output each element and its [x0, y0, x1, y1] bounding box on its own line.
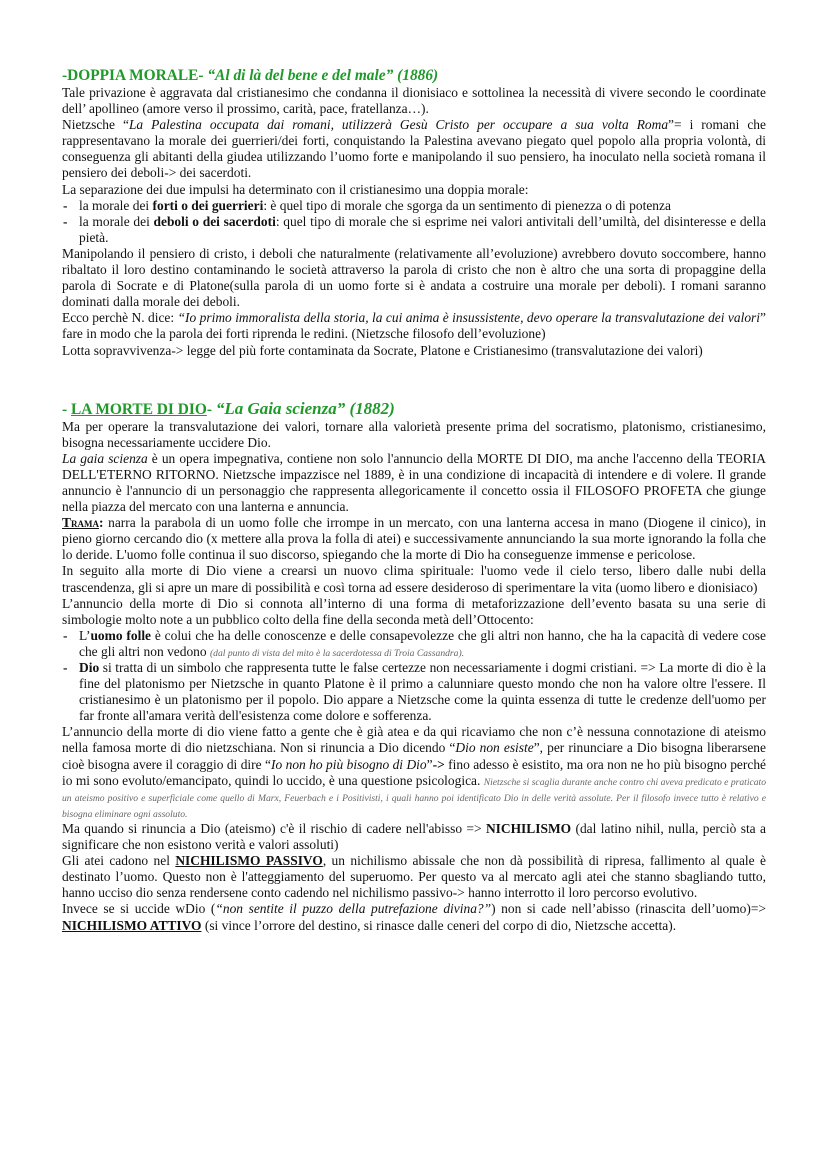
note: (dal punto di vista del mito è la sacerdotessa di Troia Cassandra).: [209, 647, 465, 659]
text: ” fare in modo che la parola dei forti riprenda le redini. (Nietzsche filosofo dell’evoluzione): [62, 310, 766, 342]
document-page: [62, 66, 766, 934]
paragraph: Ma per operare la transvalutazione dei valori, tornare alla valorietà presente prima del socratismo, platonismo, cristianesimo, bisogna necessariamente uccidere Dio.: [62, 418, 766, 450]
bold-text: NICHILISMO: [485, 820, 572, 836]
text: : quel tipo di morale che si esprime nei valori antivitali dell’umiltà, del disinteresse e della pietà.: [79, 213, 767, 245]
list: [62, 198, 766, 246]
title-dash: -: [62, 400, 71, 418]
title-label: LA MORTE DI DIO: [70, 400, 207, 418]
title-label: -DOPPIA MORALE-: [62, 67, 208, 84]
quote: La Palestina occupata dai romani, utilizzerà Gesù Cristo per occupare a sua volta Roma: [128, 117, 669, 133]
text: la morale dei: [79, 213, 154, 229]
list-item: - L’uomo folle è colui che ha delle conoscenze e delle consapevolezze che gli altri non hanno, che ha la capacità di vedere cose che gli altri non vedono (dal punto di vista del mito è la sacerdotessa di Troia Cassandra).: [63, 627, 766, 659]
bold-underlined-text: NICHILISMO PASSIVO: [175, 853, 323, 869]
list: [62, 628, 766, 725]
text: fino adesso è esistito, ma ora non ne ho più bisogno perché io mi sono evoluto/emancipato, quindi lo uccido, è una questione psicologica.: [62, 756, 766, 788]
list-item: - la morale dei deboli o dei sacerdoti: quel tipo di morale che si esprime nei valori antivitali dell’umiltà, del disinteresse e della pietà.: [63, 213, 767, 245]
paragraph-trama: [62, 515, 766, 563]
paragraph: [62, 724, 766, 821]
text: la morale dei: [79, 197, 153, 213]
text: ”: [426, 756, 433, 772]
quote: Io non ho più bisogno di Dio: [270, 756, 427, 772]
text: Nietzsche “: [62, 117, 129, 133]
book-title: La gaia scienza: [62, 450, 148, 466]
quote: “non sentite il puzzo della putrefazione divina?”: [215, 901, 492, 917]
bold-text: deboli o dei sacerdoti: [153, 213, 276, 229]
title-sep: -: [206, 400, 216, 418]
title-quote: “La Gaia scienza” (1882): [215, 398, 395, 418]
arrow: ->: [432, 756, 445, 772]
text: è colui che ha delle conoscenze e delle consapevolezze che gli altri non hanno, che ha la capacità di vedere cose che gli altri non vedono: [79, 627, 766, 659]
colon: :: [98, 515, 104, 531]
text: ) non si cade nell’abisso (rinascita dell’uomo)=>: [491, 901, 766, 917]
text: , un nichilismo abissale che non dà possibilità di ripresa, fallimento al quale è destinato l’uomo. Questo non è l'atteggiamento del superuomo. Per questo va al mercato agli atei che stanno sbagliando tutto, hanno ucciso dio senza rendersene conto cadendo nel nichilismo passivo-> hanno interrotto il loro percorso evolutivo.: [62, 853, 766, 901]
text: Gli atei cadono nel: [62, 853, 176, 869]
bold-underlined-text: NICHILISMO ATTIVO: [62, 917, 202, 933]
paragraph: [62, 310, 766, 342]
paragraph: [62, 451, 766, 515]
text: (si vince l’orrore del destino, si rinasce dalle ceneri del corpo di dio, Nietzsche accetta).: [201, 917, 677, 933]
paragraph: [62, 821, 766, 853]
title-quote: “Al di là del bene e del male” (1886): [207, 67, 439, 84]
section-title-doppia-morale: [62, 66, 766, 85]
paragraph: La separazione dei due impulsi ha determinato con il cristianesimo una doppia morale:: [62, 181, 529, 197]
text: L’: [79, 627, 91, 643]
paragraph: [62, 901, 766, 933]
bold-text: forti o dei guerrieri: [152, 197, 264, 213]
paragraph: L’annuncio della morte di Dio si connota all’interno di una forma di metaforizzazione dell’evento basata su una serie di simbologie molto note a un pubblico colto della fine della seconda metà dell’Ottocento:: [62, 595, 766, 627]
trama-label: Trama: [62, 515, 99, 531]
quote: “Io primo immoralista della storia, la cui anima è insussistente, devo operare la transvalutazione dei valori: [177, 310, 761, 326]
list-item: - Dio si tratta di un simbolo che rappresenta tutte le false certezze non necessariamente i dogmi cristiani. => La morte di dio è la fine del platonismo per Nietzsche in quanto Platone è il primo a calunniare questo mondo che non ha valore oltre l'essere. Il cristianesimo è un platonismo per il popolo. Dio appare a Nietzsche come la quinta essenza di tutte le credenze dell'uomo per far fronte all'amara verità dell'esistenza come dolore e sofferenza.: [63, 660, 766, 724]
paragraph: In seguito alla morte di Dio viene a crearsi un nuovo clima spirituale: l'uomo vede il cielo terso, libero dalle nubi della trascendenza, gli si apre un mare di possibilità e così torna ad essere desideroso di sperimentare la vita (uomo libero e dionisiaco): [62, 563, 766, 595]
text: Invece se si uccide wDio (: [62, 901, 216, 917]
bold-text: uomo folle: [90, 627, 152, 643]
section-title-morte-di-dio: [62, 399, 766, 419]
text: è un opera impegnativa, contiene non solo l'annuncio della MORTE DI DIO, ma anche l'accenno della TEORIA DELL'ETERNO RITORNO. Nietzsche impazzisce nel 1889, è in una condizione di incapacità di intendere e di volere. Il grande annuncio è l'annuncio di un personaggio che rappresenta allegoricamente il concetto ossia il FILOSOFO PROFETA che giunge nella piazza del mercato con una lanterna e annuncia.: [62, 450, 766, 515]
text: (dal latino nihil, nulla, perciò sta a significare che non esistono verità e valori assoluti): [62, 820, 766, 853]
quote: Dio non esiste: [455, 740, 534, 756]
text: Ma quando si rinuncia a Dio (ateismo) c'è il rischio di cadere nell'abisso =>: [62, 820, 486, 836]
note: Nietzsche si scaglia durante anche contro chi aveva predicato e praticato un ateismo positivo e superficiale come quello di Marx, Feuerbach e i Positivisti, i quali hanno poi identificato Dio in delle verità assolute. Per il filosofo invece tutto è relativo e bisogna eliminare ogni assoluto.: [62, 776, 766, 820]
paragraph: Lotta sopravvivenza-> legge del più forte contaminata da Socrate, Platone e Cristianesimo (transvalutazione dei valori): [62, 342, 703, 358]
text: narra la parabola di un uomo folle che irrompe in un mercato, con una lanterna accesa in mano (Diogene il cinico), in pieno giorno cercando dio (x mettere alla prova la folla di atei) e successivamente annunciando la sua morte ignorando la folla che lo deride. L'uomo folle continua il suo discorso, spiegando che la morte di Dio ha conseguenze immense e pericolose.: [62, 515, 766, 563]
text: Ecco perchè N. dice:: [62, 310, 178, 326]
text: L’annuncio della morte di dio viene fatto a gente che è già atea e da qui ricaviamo che non c’è nessuna connotazione di ateismo nella famosa morte di dio nietzschiana. Non si rinuncia a Dio dicendo “: [62, 724, 766, 756]
paragraph: Manipolando il pensiero di cristo, i deboli che naturalmente (relativamente all’evoluzione) avrebbero dovuto soccombere, hanno ribaltato il loro destino contaminando le società attraverso la parola di cristo che non è altro che una sorta di propaggine della parola di Socrate e di Platone(sulla parola di un uomo forte si è andata a costruire una morale per deboli). I romani saranno dominati dalla morale dei deboli.: [62, 245, 766, 310]
bold-text: Dio: [79, 660, 100, 675]
paragraph: [62, 117, 766, 181]
text: ”= i romani che rappresentavano la morale dei guerrieri/dei forti, conquistando la Palestina avevano piegato quel popolo alla propria volontà, di conseguenza gli abitanti della giudea utilizzando l’uomo forte e manipolando il suo pensiero, ha inoculato nella società romana il pensiero dei deboli-> dei sacerdoti.: [62, 117, 766, 181]
text: : è quel tipo di morale che sgorga da un sentimento di pienezza o di potenza: [263, 197, 671, 213]
paragraph: Tale privazione è aggravata dal cristianesimo che condanna il dionisiaco e sottolinea la necessità di vivere secondo le coordinate dell’ apollineo (amore verso il prossimo, carità, pace, fratellanza…).: [62, 85, 766, 117]
paragraph: [62, 853, 766, 901]
text: ”, per rinunciare a Dio bisogna liberarsene cioè bisogna avere il coraggio di dire “: [62, 740, 766, 772]
list-item: - la morale dei forti o dei guerrieri: è quel tipo di morale che sgorga da un sentimento di pienezza o di potenza: [63, 197, 671, 213]
text: si tratta di un simbolo che rappresenta tutte le false certezze non necessariamente i dogmi cristiani. => La morte di dio è la fine del platonismo per Nietzsche in quanto Platone è il primo a calunniare questo mondo che non ha valore oltre l'essere. Il cristianesimo è un platonismo per il popolo. Dio appare a Nietzsche come la quinta essenza di tutte le credenze dell'uomo per far fronte all'amara verità dell'esistenza come dolore e sofferenza.: [79, 660, 766, 724]
